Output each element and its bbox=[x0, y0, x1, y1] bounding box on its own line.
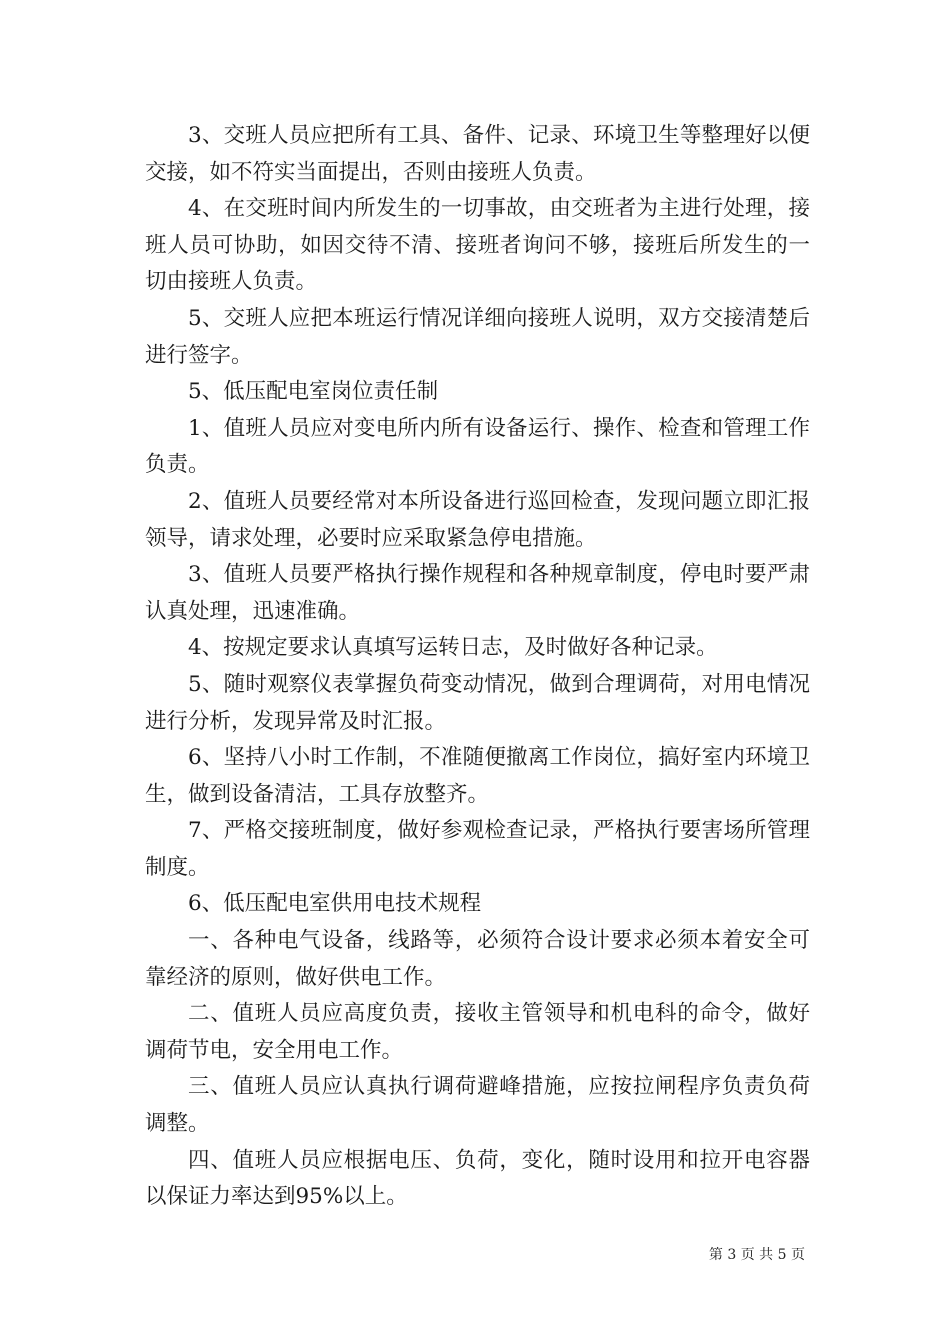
section-heading: 5、低压配电室岗位责任制 bbox=[188, 379, 439, 405]
paragraph: 6、坚持八小时工作制，不准随便撤离工作岗位，搞好室内环境卫生，做到设备清洁，工具存放整齐。 bbox=[145, 745, 810, 807]
paragraph: 4、按规定要求认真填写运转日志，及时做好各种记录。 bbox=[188, 635, 718, 661]
paragraph: 5、随时观察仪表掌握负荷变动情况，做到合理调荷，对用电情况进行分析，发现异常及时汇报。 bbox=[145, 671, 810, 734]
page-number: 第 3 页 共 5 页 bbox=[708, 1247, 805, 1263]
paragraph: 二、值班人员应高度负责，接收主管领导和机电科的命令，做好调荷节电，安全用电工作。 bbox=[145, 1001, 810, 1063]
paragraph: 5、交班人应把本班运行情况详细向接班人说明，双方交接清楚后进行签字。 bbox=[145, 305, 810, 368]
paragraph: 3、值班人员要严格执行操作规程和各种规章制度，停电时要严肃认真处理，迅速准确。 bbox=[145, 562, 810, 624]
paragraph: 7、严格交接班制度，做好参观检查记录，严格执行要害场所管理制度。 bbox=[145, 818, 810, 880]
document-body bbox=[145, 118, 810, 1216]
paragraph: 一、各种电气设备，线路等，必须符合设计要求必须本着安全可靠经济的原则，做好供电工作。 bbox=[145, 928, 810, 990]
paragraph: 1、值班人员应对变电所内所有设备运行、操作、检查和管理工作负责。 bbox=[145, 415, 810, 478]
paragraph: 三、值班人员应认真执行调荷避峰措施，应按拉闸程序负责负荷调整。 bbox=[145, 1074, 810, 1137]
paragraph: 3、交班人员应把所有工具、备件、记录、环境卫生等整理好以便交接，如不符实当面提出，否则由接班人负责。 bbox=[145, 123, 810, 185]
section-heading: 6、低压配电室供用电技术规程 bbox=[188, 891, 482, 917]
paragraph: 4、在交班时间内所发生的一切事故，由交班者为主进行处理，接班人员可协助，如因交待不清、接班者询问不够，接班后所发生的一切由接班人负责。 bbox=[145, 196, 810, 295]
paragraph: 四、值班人员应根据电压、负荷，变化，随时设用和拉开电容器以保证力率达到95%以上。 bbox=[145, 1147, 810, 1210]
paragraph: 2、值班人员要经常对本所设备进行巡回检查，发现问题立即汇报领导，请求处理，必要时应采取紧急停电措施。 bbox=[145, 488, 810, 551]
